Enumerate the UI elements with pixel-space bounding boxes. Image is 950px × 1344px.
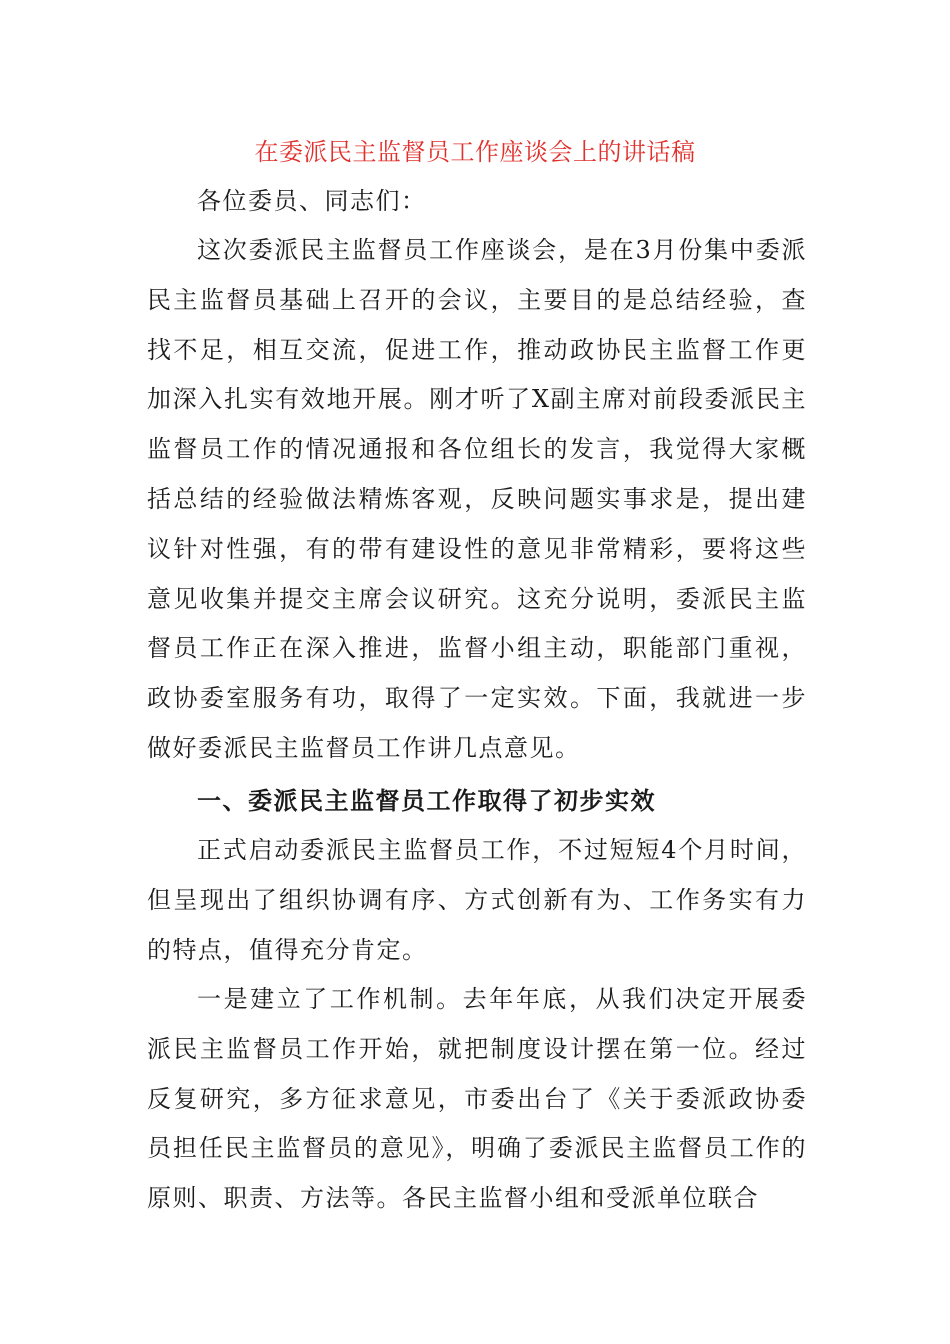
section-heading: 一、委派民主监督员工作取得了初步实效 [197, 786, 656, 815]
body-paragraph: 这次委派民主监督员工作座谈会，是在3月份集中委派民主监督员基础上召开的会议，主要目的是总结经验，查找不足，相互交流，促进工作，推动政协民主监督工作更加深入扎实有效地开展。刚才听了X副主席对前段委派民主监督员工作的情况通报和各位组长的发言，我觉得大家概括总结的经验做法精炼客观，反映问题实事求是，提出建议针对性强，有的带有建设性的意见非常精彩，要将这些意见收集并提交主席会议研究。这充分说明，委派民主监督员工作正在深入推进，监督小组主动，职能部门重视，政协委室服务有功，取得了一定实效。下面，我就进一步做好委派民主监督员工作讲几点意见。 [147, 236, 807, 762]
page-title: 在委派民主监督员工作座谈会上的讲话稿 [254, 138, 696, 166]
salutation: 各位委员、同志们： [197, 187, 427, 215]
body-paragraph: 正式启动委派民主监督员工作，不过短短4个月时间，但呈现出了组织协调有序、方式创新有为、工作务实有力的特点，值得充分肯定。 [147, 836, 807, 964]
body-paragraph: 一是建立了工作机制。去年年底，从我们决定开展委派民主监督员工作开始，就把制度设计摆在第一位。经过反复研究，多方征求意见，市委出台了《关于委派政协委员担任民主监督员的意见》，明确了委派民主监督员工作的原则、职责、方法等。各民主监督小组和受派单位联合 [147, 985, 807, 1213]
